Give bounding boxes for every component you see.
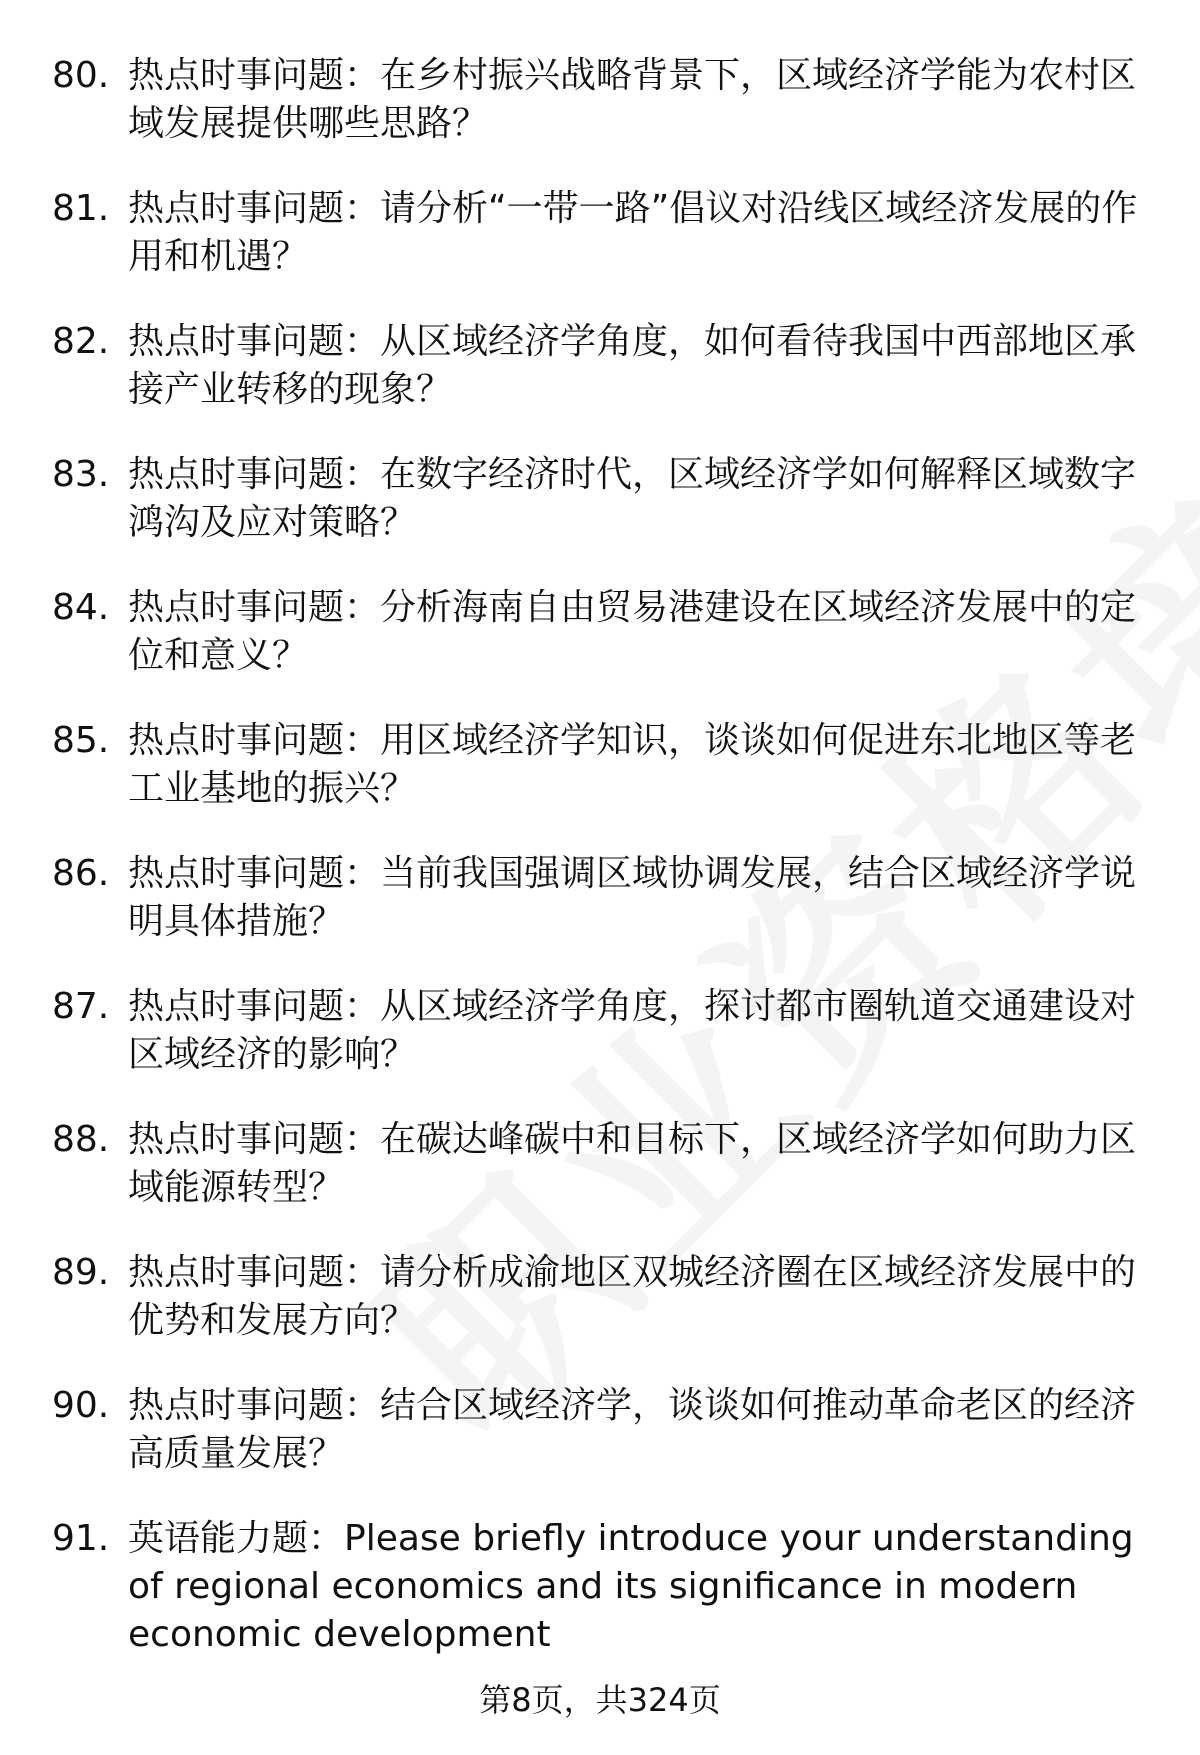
page-number-label: 第8页，共324页 bbox=[479, 1681, 721, 1719]
question-number: 84. bbox=[52, 587, 110, 628]
question-item bbox=[52, 1116, 1162, 1212]
question-item bbox=[52, 1249, 1162, 1345]
question-item bbox=[52, 717, 1162, 813]
question-number: 86. bbox=[52, 853, 110, 894]
question-number: 88. bbox=[52, 1119, 110, 1160]
question-item bbox=[52, 185, 1162, 281]
question-item bbox=[52, 52, 1162, 148]
question-item bbox=[52, 983, 1162, 1079]
question-number: 80. bbox=[52, 55, 110, 96]
question-text: 热点时事问题：结合区域经济学，谈谈如何推动革命老区的经济高质量发展？ bbox=[128, 1385, 1137, 1474]
question-text: 热点时事问题：用区域经济学知识，谈谈如何促进东北地区等老工业基地的振兴？ bbox=[128, 720, 1137, 809]
question-item bbox=[52, 1382, 1162, 1478]
question-text: 热点时事问题：当前我国强调区域协调发展，结合区域经济学说明具体措施？ bbox=[128, 853, 1137, 942]
question-number: 82. bbox=[52, 321, 110, 362]
question-number: 87. bbox=[52, 986, 110, 1027]
question-item bbox=[52, 850, 1162, 946]
question-item bbox=[52, 318, 1162, 414]
question-number: 90. bbox=[52, 1385, 110, 1426]
question-item bbox=[52, 451, 1162, 547]
page-footer bbox=[0, 1678, 1200, 1722]
question-number: 83. bbox=[52, 454, 110, 495]
question-number: 81. bbox=[52, 188, 110, 229]
question-list bbox=[52, 52, 1162, 1659]
question-text: 热点时事问题：在数字经济时代，区域经济学如何解释区域数字鸿沟及应对策略？ bbox=[128, 454, 1137, 543]
question-text: 热点时事问题：从区域经济学角度，探讨都市圈轨道交通建设对区域经济的影响？ bbox=[128, 986, 1137, 1075]
question-text: 热点时事问题：在乡村振兴战略背景下，区域经济学能为农村区域发展提供哪些思路？ bbox=[128, 55, 1137, 144]
question-text: 热点时事问题：分析海南自由贸易港建设在区域经济发展中的定位和意义？ bbox=[128, 587, 1137, 676]
question-item bbox=[52, 584, 1162, 680]
question-text: 热点时事问题：在碳达峰碳中和目标下，区域经济学如何助力区域能源转型？ bbox=[128, 1119, 1137, 1208]
question-text: 热点时事问题：请分析“一带一路”倡议对沿线区域经济发展的作用和机遇？ bbox=[128, 188, 1138, 277]
question-text: 热点时事问题：请分析成渝地区双城经济圈在区域经济发展中的优势和发展方向？ bbox=[128, 1252, 1137, 1341]
question-text: 热点时事问题：从区域经济学角度，如何看待我国中西部地区承接产业转移的现象？ bbox=[128, 321, 1137, 410]
question-number: 89. bbox=[52, 1252, 110, 1293]
question-number: 85. bbox=[52, 720, 110, 761]
question-text: 英语能力题：Please briefly introduce your understanding of regional economics and its significance in modern economic development bbox=[128, 1518, 1134, 1655]
question-number: 91. bbox=[52, 1518, 110, 1559]
question-item bbox=[52, 1515, 1162, 1659]
